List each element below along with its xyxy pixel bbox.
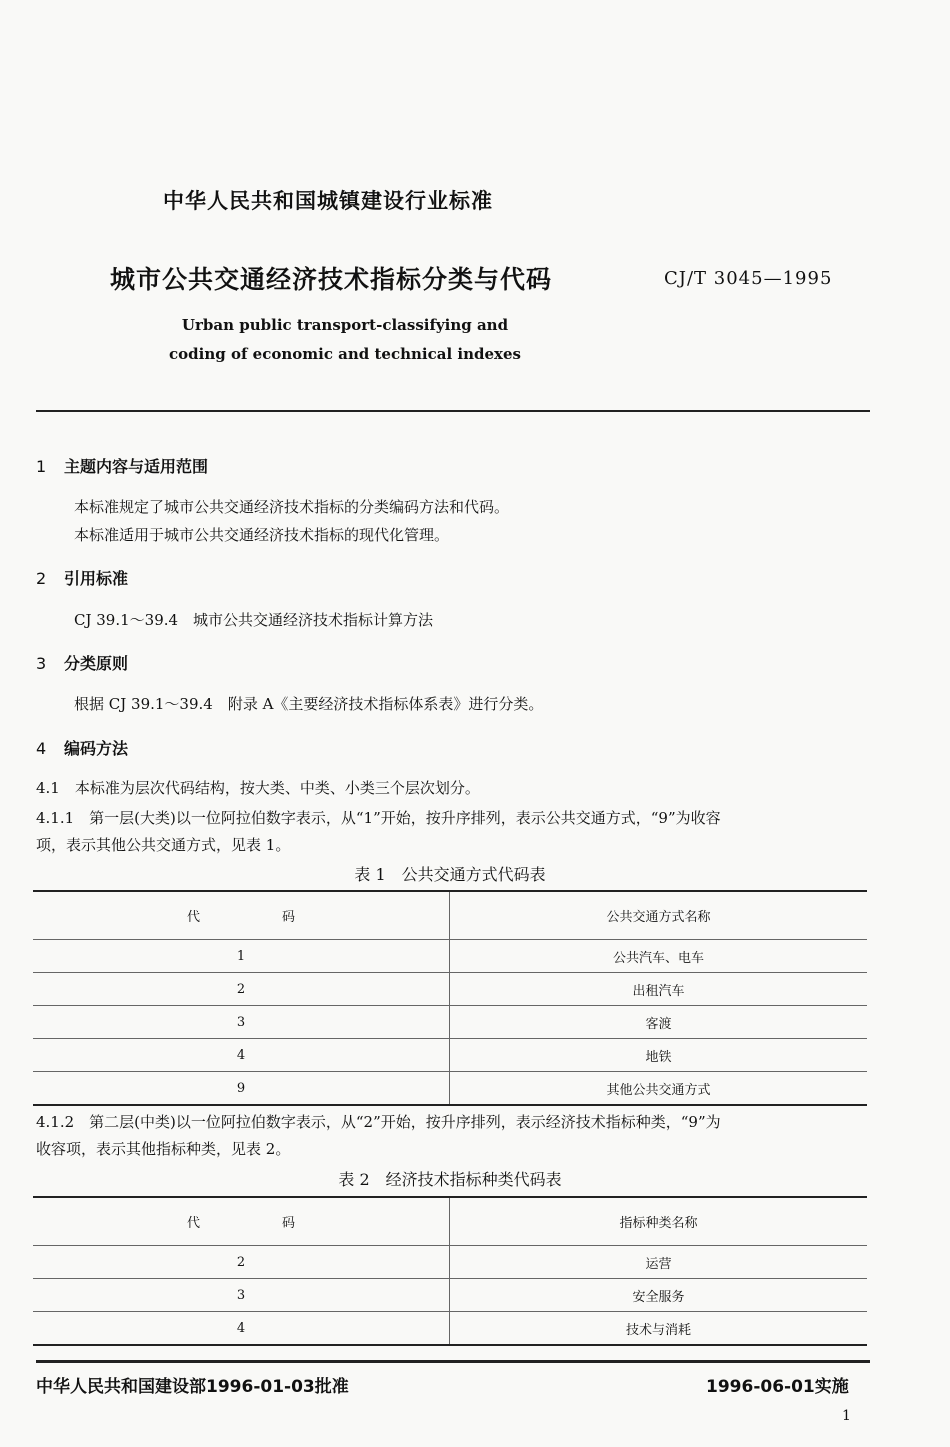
clause-4-1-2-line2: 收容项，表示其他指标种类，见表 2。 [36, 1140, 291, 1158]
section-2-paragraph: CJ 39.1～39.4 城市公共交通经济技术指标计算方法 [74, 611, 434, 629]
table-1-caption: 表 1 公共交通方式代码表 [354, 865, 546, 884]
table-header-name: 公共交通方式名称 [450, 891, 868, 940]
section-4-heading [36, 736, 128, 759]
section-2-heading [36, 566, 128, 589]
section-number: 2 [36, 569, 47, 588]
table-2-caption: 表 2 经济技术指标种类代码表 [338, 1170, 562, 1189]
page-number: 1 [842, 1408, 851, 1424]
section-number: 1 [36, 457, 47, 476]
table-row [33, 940, 867, 973]
table-row [33, 1072, 867, 1106]
table-header-code: 代码 [33, 1197, 450, 1246]
table-header-code: 代码 [33, 891, 450, 940]
section-title: 主题内容与适用范围 [64, 457, 209, 476]
section-3-paragraph: 根据 CJ 39.1～39.4 附录 A《主要经济技术指标体系表》进行分类。 [74, 695, 544, 713]
code-cell: 2 [33, 973, 450, 1006]
table-row [33, 1279, 867, 1312]
table-header-row [33, 1197, 867, 1246]
name-cell: 技术与消耗 [450, 1312, 868, 1346]
header-divider [36, 410, 870, 412]
section-3-heading [36, 651, 128, 674]
code-cell: 4 [33, 1312, 450, 1346]
code-cell: 4 [33, 1039, 450, 1072]
footer-divider [36, 1360, 870, 1363]
section-title: 引用标准 [64, 569, 129, 588]
document-title: 城市公共交通经济技术指标分类与代码 [110, 265, 553, 294]
section-number: 4 [36, 739, 47, 758]
section-title: 编码方法 [64, 739, 129, 758]
section-title: 分类原则 [64, 654, 129, 673]
table-header-row [33, 891, 867, 940]
name-cell: 其他公共交通方式 [450, 1072, 868, 1106]
section-1-paragraph-2: 本标准适用于城市公共交通经济技术指标的现代化管理。 [74, 526, 450, 544]
issuing-org-heading: 中华人民共和国城镇建设行业标准 [163, 189, 493, 213]
name-cell: 地铁 [450, 1039, 868, 1072]
english-title-line2: coding of economic and technical indexes [169, 345, 521, 363]
name-cell: 出租汽车 [450, 973, 868, 1006]
approval-line: 中华人民共和国建设部1996-01-03批准 [36, 1377, 349, 1397]
code-cell: 9 [33, 1072, 450, 1106]
name-cell: 公共汽车、电车 [450, 940, 868, 973]
standard-number: CJ/T 3045—1995 [664, 268, 833, 289]
code-cell: 3 [33, 1006, 450, 1039]
table-1 [33, 890, 867, 1106]
english-title-line1: Urban public transport-classifying and [181, 316, 509, 334]
table-2 [33, 1196, 867, 1346]
code-cell: 1 [33, 940, 450, 973]
code-cell: 2 [33, 1246, 450, 1279]
clause-4-1: 4.1 本标准为层次代码结构，按大类、中类、小类三个层次划分。 [36, 779, 480, 797]
section-1-paragraph-1: 本标准规定了城市公共交通经济技术指标的分类编码方法和代码。 [74, 498, 510, 516]
name-cell: 安全服务 [450, 1279, 868, 1312]
effective-date-line: 1996-06-01实施 [706, 1377, 849, 1397]
table-row [33, 1312, 867, 1346]
clause-4-1-2-line1: 4.1.2 第二层(中类)以一位阿拉伯数字表示，从“2”开始，按升序排列，表示经济技术指标种类，“9”为 [36, 1113, 721, 1131]
table-row [33, 1246, 867, 1279]
clause-4-1-1-line2: 项，表示其他公共交通方式，见表 1。 [36, 836, 291, 854]
code-cell: 3 [33, 1279, 450, 1312]
section-1-heading [36, 454, 208, 477]
name-cell: 运营 [450, 1246, 868, 1279]
table-row [33, 973, 867, 1006]
clause-4-1-1-line1: 4.1.1 第一层(大类)以一位阿拉伯数字表示，从“1”开始，按升序排列，表示公共交通方式，“9”为收容 [36, 809, 721, 827]
table-row [33, 1039, 867, 1072]
name-cell: 客渡 [450, 1006, 868, 1039]
section-number: 3 [36, 654, 47, 673]
table-header-name: 指标种类名称 [450, 1197, 868, 1246]
table-row [33, 1006, 867, 1039]
